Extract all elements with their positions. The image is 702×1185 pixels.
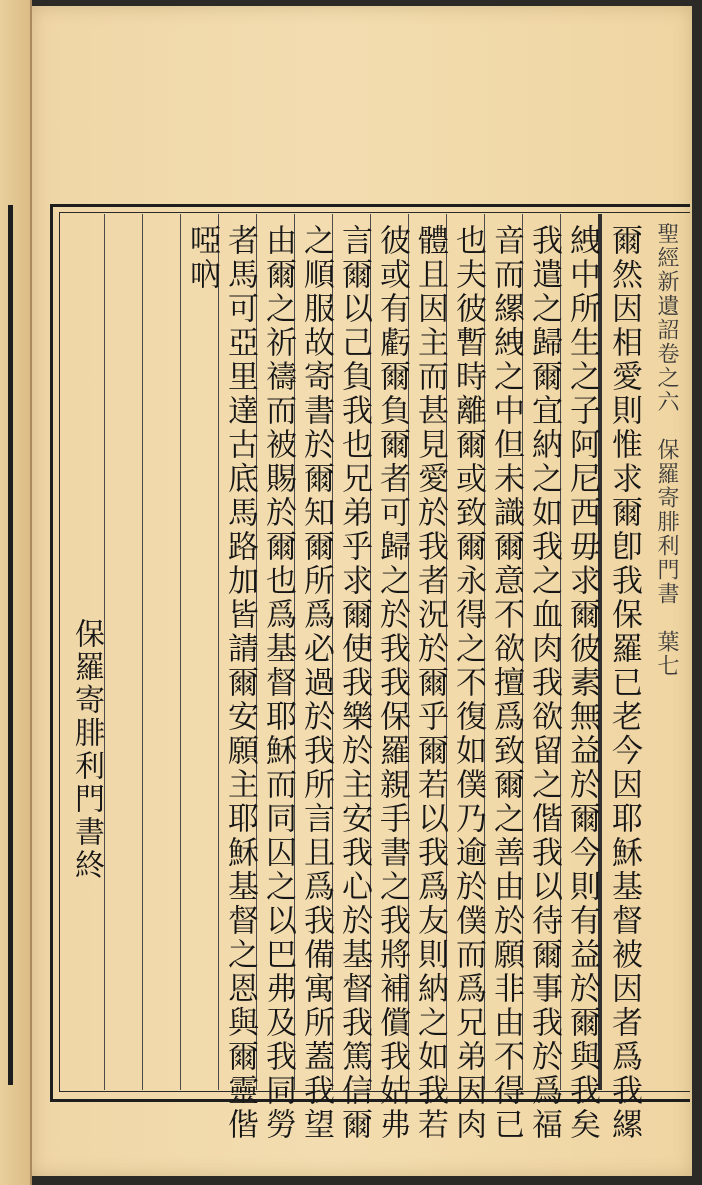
colophon: 保羅寄腓利門書終 [69, 618, 104, 882]
facing-page-border [8, 205, 13, 1085]
text-column-1: 爾然因相愛則惟求爾卽我保羅已老今因耶穌基督被因者爲我縲 [606, 224, 642, 1142]
text-column-3: 我遣之歸爾宜納之如我之血肉我欲留之偕我以待爾事我於爲福 [526, 224, 562, 1142]
text-column-5: 也夫彼暫時離爾或致爾永得之不復如僕乃逾於僕而爲兄弟因肉 [450, 224, 486, 1142]
text-column-9: 之順服故寄書於爾知爾所爲必過於我所言且爲我備寓所蓋我望 [298, 224, 334, 1142]
facing-page-edge [0, 0, 32, 1185]
text-column-4: 音而縲絏之中但未識爾意不欲擅爲致爾之善由於願非由不得已 [488, 224, 524, 1142]
column-rule [142, 214, 143, 1090]
column-rule [104, 214, 105, 1090]
margin-title: 聖經新遺詔卷之六 保羅寄腓利門書 葉七 [654, 222, 679, 678]
text-column-8: 言爾以己負我也兄弟乎求爾使我樂於主安我心於基督我篤信爾 [336, 224, 372, 1142]
text-column-7: 彼或有虧爾負爾者可歸之於我我保羅親手書之我將補償我姑弗 [374, 224, 410, 1142]
text-column-10: 由爾之祈禱而被賜於爾也爲基督耶穌而同囚之以巴弗及我同勞 [260, 224, 296, 1142]
text-column-2: 絏中所生之子阿尼西毋求爾彼素無益於爾今則有益於爾與我矣 [564, 224, 600, 1142]
text-column-11: 者馬可亞里達古底馬路加皆請爾安願主耶穌基督之恩與爾靈偕 [222, 224, 258, 1142]
book-page [32, 6, 692, 1176]
column-rule [180, 214, 181, 1090]
text-column-6: 體且因主而甚見愛於我者況於爾乎爾若以我爲友則納之如我若 [412, 224, 448, 1142]
text-column-12: 啞吶 [184, 224, 220, 292]
